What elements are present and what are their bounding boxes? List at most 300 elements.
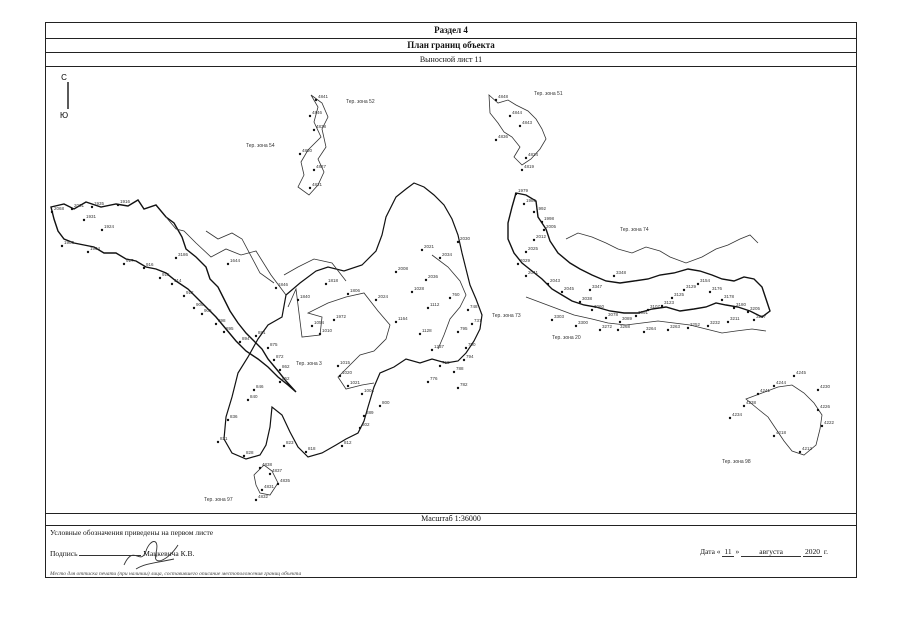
point-number: 3347	[592, 284, 603, 289]
point-number: 831	[220, 436, 228, 441]
boundary-point	[521, 169, 523, 171]
point-number: 2068	[54, 206, 65, 211]
boundary-point	[51, 211, 53, 213]
point-number: 800	[382, 400, 390, 405]
boundary-point	[117, 204, 119, 206]
boundary-point	[457, 387, 459, 389]
point-number: 4821	[312, 182, 323, 187]
contour-east-upper	[566, 233, 758, 263]
boundary-point	[239, 341, 241, 343]
point-number: 795	[460, 326, 468, 331]
point-number: 872	[276, 354, 284, 359]
point-number: 3264	[646, 326, 657, 331]
point-number: 823	[286, 440, 294, 445]
point-number: 3207	[756, 314, 767, 319]
point-number: 3038	[582, 296, 593, 301]
point-number: 760	[452, 292, 460, 297]
point-number: 1021	[350, 380, 361, 385]
point-number: 4837	[272, 468, 283, 473]
boundary-point	[619, 321, 621, 323]
boundary-point	[579, 301, 581, 303]
point-number: 4245	[796, 370, 807, 375]
compass-north-label: С	[61, 73, 67, 82]
territorial-zone-label: Тер. зона 97	[204, 497, 233, 503]
territorial-zone-label: Тер. зона 54	[246, 143, 275, 149]
point-number: 4212	[802, 446, 813, 451]
boundary-point	[247, 399, 249, 401]
contour-west	[51, 200, 296, 392]
boundary-point	[449, 297, 451, 299]
point-number: 1924	[104, 224, 115, 229]
contour-98	[746, 385, 822, 455]
boundary-point	[223, 331, 225, 333]
point-number: 2021	[424, 244, 435, 249]
compass-arrow	[60, 73, 68, 120]
compass-south-label: Ю	[59, 111, 69, 120]
point-number: 1840	[300, 294, 311, 299]
boundary-point	[279, 369, 281, 371]
boundary-point	[183, 295, 185, 297]
point-number: 1935	[94, 201, 105, 206]
point-number: 1806	[350, 288, 361, 293]
sheet-label: Выносной лист 11	[46, 53, 856, 67]
boundary-point	[683, 289, 685, 291]
point-number: 1818	[328, 278, 339, 283]
boundary-point	[277, 483, 279, 485]
boundary-point	[71, 208, 73, 210]
boundary-point	[421, 249, 423, 251]
point-number: 3129	[686, 284, 697, 289]
document-sheet	[45, 22, 857, 578]
point-number: 3089	[622, 316, 633, 321]
boundary-point	[707, 325, 709, 327]
boundary-point	[439, 257, 441, 259]
point-number: 4226	[820, 404, 831, 409]
point-number: 1998	[544, 216, 555, 221]
point-number: 2045	[564, 286, 575, 291]
boundary-point	[313, 169, 315, 171]
document-title: План границ объекта	[46, 39, 856, 53]
boundary-point	[495, 99, 497, 101]
boundary-point	[325, 283, 327, 285]
boundary-point	[375, 299, 377, 301]
point-number: 737	[474, 318, 482, 323]
point-number: 1237	[434, 344, 445, 349]
boundary-point	[509, 115, 511, 117]
point-number: 1985	[526, 198, 537, 203]
boundary-point	[773, 435, 775, 437]
boundary-point	[101, 229, 103, 231]
point-number: 1004	[364, 388, 375, 393]
boundary-point	[773, 385, 775, 387]
point-number: 840	[250, 394, 258, 399]
boundary-point	[743, 405, 745, 407]
point-number: 4830	[302, 148, 313, 153]
boundary-point	[727, 321, 729, 323]
point-number: 2012	[536, 234, 547, 239]
point-number: 3078	[608, 312, 619, 317]
point-number: 894	[242, 336, 250, 341]
boundary-point	[297, 299, 299, 301]
boundary-point	[283, 445, 285, 447]
boundary-point	[613, 275, 615, 277]
point-number: 1644	[230, 258, 241, 263]
boundary-point	[793, 375, 795, 377]
boundary-point	[171, 283, 173, 285]
point-number: 2030	[460, 236, 471, 241]
point-number: 4230	[820, 384, 831, 389]
boundary-point	[347, 293, 349, 295]
boundary-point	[411, 291, 413, 293]
point-number: 3300	[578, 320, 589, 325]
point-number: 916	[146, 262, 154, 267]
boundary-point	[305, 451, 307, 453]
boundary-point	[591, 309, 593, 311]
boundary-point	[227, 263, 229, 265]
section-header: Раздел 4	[46, 23, 856, 39]
boundary-point	[753, 319, 755, 321]
date-day: 11	[724, 547, 732, 556]
boundary-point	[395, 271, 397, 273]
boundary-lines	[51, 95, 822, 495]
date-line: Дата « 11 » августа 2020 г.	[699, 547, 828, 556]
date-month: августа	[741, 547, 801, 557]
signer-name: Мацкевича К.В.	[143, 549, 195, 558]
point-number: 1020	[342, 370, 353, 375]
boundary-point	[143, 267, 145, 269]
point-number: 2061	[74, 203, 85, 208]
boundary-point	[273, 359, 275, 361]
boundary-point	[123, 263, 125, 265]
point-number: 1972	[336, 314, 347, 319]
boundary-point	[671, 297, 673, 299]
boundary-point	[361, 393, 363, 395]
boundary-point	[217, 441, 219, 443]
boundary-point	[635, 315, 637, 317]
point-number: 4832	[258, 494, 269, 499]
boundary-point	[309, 187, 311, 189]
boundary-point	[471, 323, 473, 325]
point-number: 4222	[824, 420, 835, 425]
boundary-point	[227, 419, 229, 421]
point-number: 4824	[528, 152, 539, 157]
point-number: 2025	[528, 246, 539, 251]
boundary-point	[575, 325, 577, 327]
boundary-point	[215, 323, 217, 325]
boundary-point	[515, 193, 517, 195]
point-number: 2043	[550, 278, 561, 283]
point-number: 4843	[522, 120, 533, 125]
boundary-point	[159, 277, 161, 279]
boundary-point	[91, 206, 93, 208]
point-number: 898	[218, 318, 226, 323]
boundary-point	[299, 153, 301, 155]
boundary-point	[697, 283, 699, 285]
boundary-point	[661, 305, 663, 307]
point-number: 1112	[430, 302, 440, 307]
point-number: 3091	[638, 310, 649, 315]
boundary-point	[363, 415, 365, 417]
point-number: 788	[456, 366, 464, 371]
point-number: 852	[282, 376, 290, 381]
point-number: 812	[344, 440, 352, 445]
handwritten-signature	[116, 533, 186, 573]
point-number: 912	[186, 290, 194, 295]
boundary-point	[255, 335, 257, 337]
point-number: 1992	[536, 206, 547, 211]
boundary-point	[261, 489, 263, 491]
point-number: 1015	[340, 360, 351, 365]
point-number: 862	[282, 364, 290, 369]
point-number: 3205	[750, 306, 761, 311]
contour-central-inner	[288, 289, 390, 389]
boundary-point	[547, 283, 549, 285]
boundary-point	[457, 241, 459, 243]
territorial-zone-label: Тер. зона 52	[346, 99, 375, 105]
territorial-zone-label: Тер. зона 74	[620, 227, 649, 233]
boundary-point	[87, 251, 89, 253]
point-number: 3303	[554, 314, 565, 319]
boundary-point	[457, 331, 459, 333]
point-number: 1979	[518, 188, 529, 193]
point-number: 2041	[528, 270, 539, 275]
boundary-point	[267, 347, 269, 349]
point-number: 2005	[546, 224, 557, 229]
footer	[46, 525, 856, 577]
point-number: 889	[366, 410, 374, 415]
boundary-point	[427, 307, 429, 309]
territorial-zone-label: Тер. зона 73	[492, 313, 521, 319]
boundary-point	[175, 257, 177, 259]
boundary-point	[359, 427, 361, 429]
point-number: 4848	[498, 94, 509, 99]
boundary-point	[533, 239, 535, 241]
point-number: 776	[430, 376, 438, 381]
boundary-point	[61, 245, 63, 247]
point-number: 3154	[700, 278, 711, 283]
boundary-point	[519, 125, 521, 127]
boundary-point	[617, 329, 619, 331]
contour-center-link	[206, 231, 274, 283]
boundary-point	[667, 329, 669, 331]
seal-note: Место для оттиска печати (при наличии) лица, составившего описание местоположения границ объекта	[50, 571, 302, 577]
boundary-point	[253, 389, 255, 391]
point-number: 3060	[594, 304, 605, 309]
point-number: 768	[442, 360, 450, 365]
boundary-point	[533, 211, 535, 213]
boundary-point	[551, 319, 553, 321]
point-number: 4838	[316, 124, 327, 129]
boundary-point	[817, 409, 819, 411]
point-number: 3176	[712, 286, 723, 291]
point-number: 1916	[120, 199, 131, 204]
point-number: 4835	[280, 478, 291, 483]
point-number: 846	[256, 384, 264, 389]
point-number: 3211	[730, 316, 740, 321]
point-number: 3252	[690, 322, 701, 327]
boundary-point	[315, 99, 317, 101]
date-label: Дата	[699, 547, 715, 556]
boundary-map	[46, 67, 856, 514]
point-number: 3263	[670, 324, 681, 329]
boundary-point	[453, 371, 455, 373]
point-number: 3232	[710, 320, 721, 325]
date-year: 2020	[805, 547, 821, 556]
boundary-point	[733, 307, 735, 309]
point-number: 4836	[498, 134, 509, 139]
boundary-point	[525, 251, 527, 253]
date-suffix: г.	[823, 547, 828, 556]
boundary-point	[589, 289, 591, 291]
point-number: 1054	[314, 320, 325, 325]
point-number: 790	[468, 342, 476, 347]
point-number: 3178	[724, 294, 735, 299]
boundary-point	[347, 385, 349, 387]
boundary-point	[465, 347, 467, 349]
point-number: 3107	[650, 304, 661, 309]
boundary-point	[269, 473, 271, 475]
point-number: 818	[308, 446, 316, 451]
boundary-point	[201, 313, 203, 315]
point-number: 836	[230, 414, 238, 419]
boundary-point	[311, 325, 313, 327]
point-number: 782	[460, 382, 468, 387]
boundary-point	[561, 291, 563, 293]
point-number: 2008	[398, 266, 409, 271]
boundary-point	[463, 359, 465, 361]
point-number: 3268	[620, 324, 631, 329]
point-number: 875	[270, 342, 278, 347]
scale-label: Масштаб 1:36000	[46, 513, 856, 526]
point-number: 4244	[776, 380, 787, 385]
point-number: 4841	[318, 94, 329, 99]
point-number: 1903	[64, 240, 75, 245]
point-number: 2034	[442, 252, 453, 257]
point-number: 748	[470, 304, 478, 309]
boundary-point	[275, 287, 277, 289]
boundary-point	[339, 375, 341, 377]
point-number: 2036	[428, 274, 439, 279]
boundary-map-svg	[46, 67, 856, 513]
boundary-point	[379, 405, 381, 407]
contour-central	[224, 183, 482, 459]
point-labels	[54, 94, 835, 499]
point-number: 4831	[264, 484, 275, 489]
boundary-point	[517, 263, 519, 265]
point-number: 3125	[674, 292, 685, 297]
point-number: 3348	[616, 270, 627, 275]
point-number: 1164	[398, 316, 408, 321]
boundary-point	[193, 307, 195, 309]
boundary-point	[309, 115, 311, 117]
point-number: 1028	[414, 286, 425, 291]
boundary-point	[279, 381, 281, 383]
point-number: 4846	[312, 110, 323, 115]
boundary-point	[747, 311, 749, 313]
point-number: 1846	[278, 282, 289, 287]
point-number: 828	[246, 450, 254, 455]
boundary-point	[259, 467, 261, 469]
point-number: 906	[196, 302, 204, 307]
point-number: 3186	[178, 252, 189, 257]
boundary-point	[525, 275, 527, 277]
point-number: 4844	[512, 110, 523, 115]
boundary-point	[817, 389, 819, 391]
point-number: 895	[226, 326, 234, 331]
boundary-point	[543, 229, 545, 231]
boundary-point	[337, 365, 339, 367]
point-number: 794	[466, 354, 474, 359]
point-number: 2024	[378, 294, 389, 299]
boundary-point	[525, 157, 527, 159]
boundary-point	[439, 365, 441, 367]
point-number: 4819	[524, 164, 535, 169]
point-number: 4234	[732, 412, 743, 417]
boundary-point	[333, 319, 335, 321]
point-number: 4838	[262, 462, 273, 467]
point-number: 4827	[316, 164, 327, 169]
point-number: 881	[258, 330, 266, 335]
boundary-point	[709, 291, 711, 293]
boundary-point	[599, 329, 601, 331]
boundary-point	[243, 455, 245, 457]
boundary-point	[821, 425, 823, 427]
boundary-point	[643, 331, 645, 333]
point-number: 915	[162, 272, 170, 277]
point-number: 3180	[736, 302, 747, 307]
point-number: 1904	[90, 246, 101, 251]
boundary-point	[605, 317, 607, 319]
boundary-point	[427, 381, 429, 383]
point-number: 4241	[760, 388, 771, 393]
point-number: 1010	[322, 328, 333, 333]
boundary-points	[51, 99, 823, 501]
signed-label: Подпись	[50, 549, 78, 558]
boundary-point	[721, 299, 723, 301]
territorial-zone-label: Тер. зона 3	[296, 361, 322, 367]
point-number: 905	[204, 308, 212, 313]
point-number: 914	[174, 278, 182, 283]
boundary-point	[495, 139, 497, 141]
point-number: 1128	[422, 328, 432, 333]
boundary-point	[313, 129, 315, 131]
boundary-point	[467, 309, 469, 311]
boundary-point	[255, 499, 257, 501]
boundary-point	[729, 417, 731, 419]
point-number: 2029	[520, 258, 531, 263]
point-number: 4218	[776, 430, 787, 435]
boundary-point	[799, 451, 801, 453]
boundary-point	[757, 393, 759, 395]
point-number: 1931	[86, 214, 97, 219]
boundary-point	[83, 219, 85, 221]
point-number: 3123	[664, 300, 675, 305]
territorial-zone-label: Тер. зона 20	[552, 335, 581, 341]
boundary-point	[341, 445, 343, 447]
territorial-zone-label: Тер. зона 51	[534, 91, 563, 97]
point-number: 4238	[746, 400, 757, 405]
boundary-point	[431, 349, 433, 351]
boundary-point	[419, 333, 421, 335]
boundary-point	[523, 203, 525, 205]
point-number: 917	[126, 258, 134, 263]
territorial-zone-label: Тер. зона 98	[722, 459, 751, 465]
legend-note: Условные обозначения приведены на первом листе	[50, 528, 214, 537]
point-number: 3272	[602, 324, 613, 329]
boundary-point	[319, 333, 321, 335]
boundary-point	[425, 279, 427, 281]
boundary-point	[687, 327, 689, 329]
